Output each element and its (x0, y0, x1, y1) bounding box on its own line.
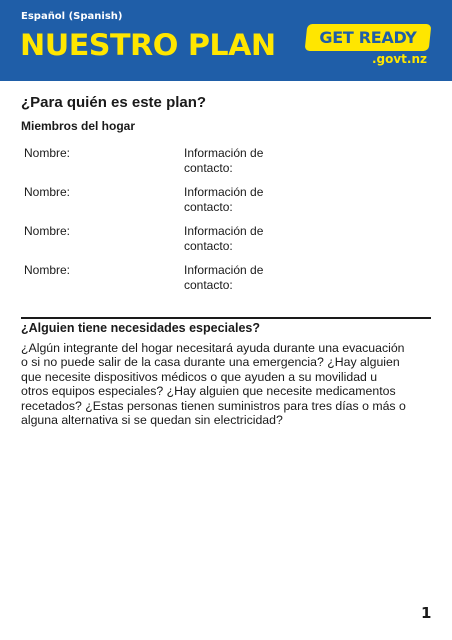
contact-label (184, 146, 294, 175)
special-needs-paragraph (21, 341, 426, 427)
logo-domain-text: .govt.nz (371, 52, 427, 66)
contact-label-line: Información de (184, 224, 264, 238)
contact-label-line: contacto: (184, 238, 233, 253)
header-banner (0, 0, 452, 81)
household-member-row (24, 185, 424, 219)
household-member-row (24, 224, 424, 258)
household-member-row (24, 146, 424, 180)
contact-label-line: Información de (184, 263, 264, 277)
paragraph-line: ¿Algún integrante del hogar necesitará ayuda durante una evacuación (21, 341, 405, 355)
contact-label-line: contacto: (184, 277, 233, 292)
section-divider (21, 317, 431, 319)
household-member-row (24, 263, 424, 297)
contact-label-line: contacto: (184, 160, 233, 175)
contact-label-line: contacto: (184, 199, 233, 214)
paragraph-line: que necesite dispositivos médicos o que ayuden a su movilidad u (21, 369, 378, 384)
contact-label-line: Información de (184, 185, 264, 199)
contact-label-line: Información de (184, 146, 264, 160)
page-number: 1 (421, 604, 432, 622)
name-label: Nombre: (24, 224, 71, 238)
language-label: Español (Spanish) (21, 11, 123, 22)
logo-main-text: GET READY (319, 28, 417, 47)
paragraph-line: alguna alternativa si se quedan sin electricidad? (21, 413, 283, 428)
section-heading-special-needs: ¿Alguien tiene necesidades especiales? (21, 321, 260, 335)
paragraph-line: recetados? ¿Estas personas tienen suministros para tres días o más o (21, 398, 406, 413)
page-title: NUESTRO PLAN (20, 28, 276, 62)
get-ready-logo (306, 24, 430, 69)
paragraph-line: o si no puede salir de la casa durante una emergencia? ¿Hay alguien (21, 355, 400, 370)
section-heading-who: ¿Para quién es este plan? (21, 94, 207, 111)
name-label: Nombre: (24, 146, 71, 160)
section-subheading-household: Miembros del hogar (21, 119, 136, 133)
contact-label (184, 263, 294, 292)
name-label: Nombre: (24, 263, 71, 277)
paragraph-line: otros equipos especiales? ¿Hay alguien que necesite medicamentos (21, 384, 396, 399)
name-label: Nombre: (24, 185, 71, 199)
contact-label (184, 185, 294, 214)
contact-label (184, 224, 294, 253)
